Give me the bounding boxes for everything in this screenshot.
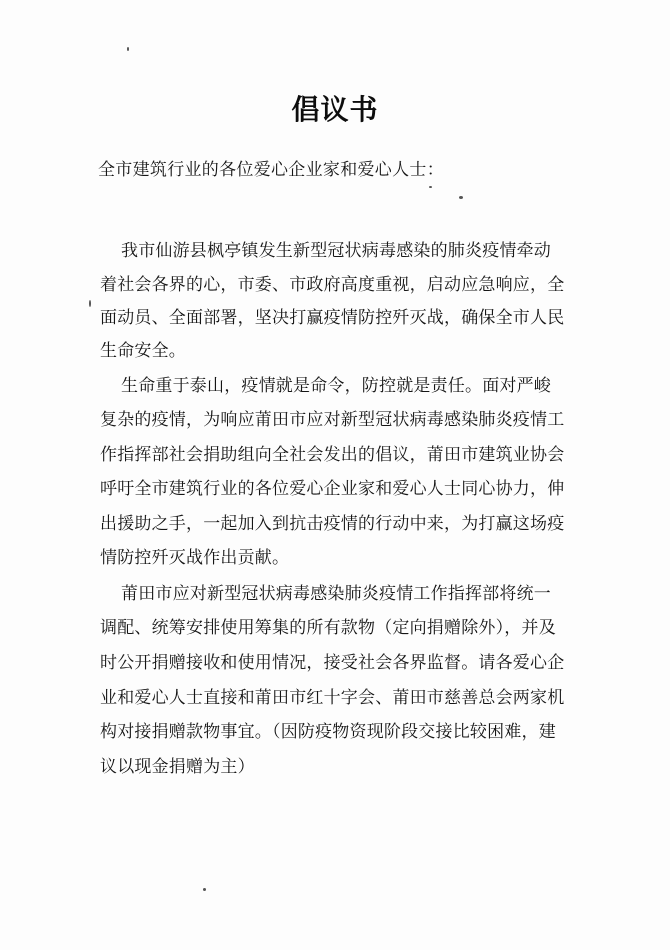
body-line: 着社会各界的心，市委、市政府高度重视，启动应急响应，全 xyxy=(100,275,565,295)
body-line: 业和爱心人士直接和莆田市红十字会、莆田市慈善总会两家机 xyxy=(100,688,565,708)
body-line: 情防控歼灭战作出贡献。 xyxy=(100,548,290,568)
body-line: 我市仙游县枫亭镇发生新型冠状病毒感染的肺炎疫情牵动 xyxy=(121,241,551,261)
body-line: 复杂的疫情，为响应莆田市应对新型冠状病毒感染肺炎疫情工 xyxy=(100,410,565,430)
salutation: 全市建筑行业的各位爱心企业家和爱心人士： xyxy=(98,160,444,180)
scan-speck xyxy=(203,888,206,891)
body-line: 作指挥部社会捐助组向全社会发出的倡议，莆田市建筑业协会 xyxy=(100,445,565,465)
body-line: 生命重于泰山，疫情就是命令，防控就是责任。面对严峻 xyxy=(121,376,551,396)
scan-speck xyxy=(89,300,91,307)
scan-speck xyxy=(127,47,129,51)
body-line: 构对接捐赠款物事宜。（因防疫物资现阶段交接比较困难，建 xyxy=(100,722,556,742)
body-line: 议以现金捐赠为主） xyxy=(100,757,255,777)
body-line: 时公开捐赠接收和使用情况，接受社会各界监督。请各爱心企 xyxy=(100,653,565,673)
body-line: 莆田市应对新型冠状病毒感染肺炎疫情工作指挥部将统一 xyxy=(121,584,551,604)
body-line: 面动员、全面部署，坚决打赢疫情防控歼灭战，确保全市人民 xyxy=(100,308,565,328)
document-title: 倡议书 xyxy=(291,93,379,126)
body-line: 出援助之手，一起加入到抗击疫情的行动中来，为打赢这场疫 xyxy=(100,514,565,534)
scan-speck xyxy=(429,186,432,188)
scan-speck xyxy=(459,196,463,199)
body-line: 呼吁全市建筑行业的各位爱心企业家和爱心人士同心协力，伸 xyxy=(100,479,565,499)
body-line: 生命安全。 xyxy=(100,341,186,361)
body-line: 调配、统筹安排使用筹集的所有款物（定向捐赠除外），并及 xyxy=(100,618,556,638)
